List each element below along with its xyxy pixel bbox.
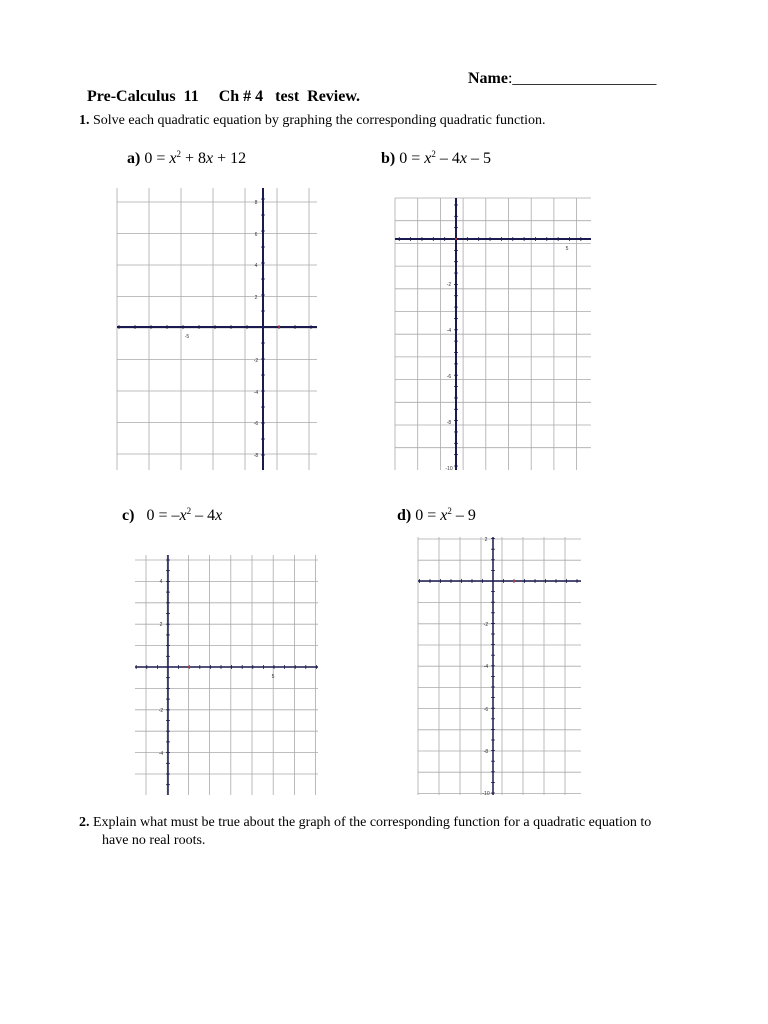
- chapter-label: Ch # 4: [218, 88, 264, 105]
- equation-c-var: x: [179, 507, 187, 524]
- y-axis-label: -4: [158, 751, 164, 757]
- equation-d-var: x: [440, 507, 448, 524]
- y-axis-label: 8: [254, 200, 258, 206]
- x-axis-label: 5: [565, 246, 569, 252]
- equation-b: [381, 149, 491, 168]
- equation-b-var2: x: [459, 150, 467, 167]
- y-axis-label: 2: [254, 295, 258, 301]
- equation-a: [127, 149, 246, 168]
- graph-b-coordinate-grid[interactable]: [395, 198, 591, 470]
- question-2-text-line-2: have no real roots.: [102, 833, 206, 848]
- y-axis-label: -4: [483, 664, 489, 670]
- equation-a-lhs: 0 =: [144, 150, 170, 167]
- graph-c-coordinate-grid[interactable]: [135, 555, 318, 795]
- y-axis-label: -6: [253, 421, 259, 427]
- y-axis-label: -4: [446, 328, 452, 334]
- equation-a-end: + 12: [213, 150, 247, 167]
- equation-b-var: x: [424, 150, 432, 167]
- question-2-number: 2.: [79, 815, 90, 830]
- equation-c-mid: – 4: [191, 507, 216, 524]
- equation-b-label: b): [381, 150, 396, 167]
- y-axis-label: -10: [482, 791, 490, 797]
- y-axis-label: 4: [254, 263, 258, 269]
- equation-a-var2: x: [206, 150, 214, 167]
- y-axis-label: 4: [159, 579, 163, 585]
- question-2: [79, 814, 719, 850]
- equation-d-mid: – 9: [451, 507, 476, 524]
- y-axis-label: -6: [483, 707, 489, 713]
- graph-d-coordinate-grid[interactable]: [418, 537, 581, 795]
- origin-mark: [278, 326, 280, 328]
- y-axis-label: -2: [253, 358, 259, 364]
- y-axis-label: -8: [446, 420, 452, 426]
- course-title: Pre-Calculus 11: [87, 88, 199, 105]
- equation-b-end: – 5: [466, 150, 491, 167]
- y-axis-label: -10: [445, 466, 453, 472]
- equation-a-label: a): [127, 150, 141, 167]
- y-axis-label: -6: [446, 374, 452, 380]
- review-title: test Review.: [275, 88, 361, 105]
- equation-c-lhs: 0 = –: [146, 507, 180, 524]
- y-axis-label: 2: [159, 622, 163, 628]
- y-axis-label: -4: [253, 390, 259, 396]
- equation-b-mid: – 4: [435, 150, 460, 167]
- name-blank-line: :__________________: [507, 70, 657, 87]
- equation-a-var: x: [169, 150, 177, 167]
- equation-c: [122, 506, 222, 525]
- y-axis-label: -2: [483, 622, 489, 628]
- x-axis-label: -5: [184, 334, 190, 340]
- y-axis-label: 2: [484, 537, 488, 543]
- equation-b-lhs: 0 =: [399, 150, 425, 167]
- equation-d-label: d): [397, 507, 412, 524]
- equation-c-exp: 2: [186, 506, 192, 516]
- question-1: [79, 112, 546, 130]
- question-2-text-line-1: Explain what must be true about the graph of the corresponding function for a quadratic equation to: [93, 815, 652, 830]
- origin-mark: [188, 666, 190, 668]
- equation-d-exp: 2: [447, 506, 452, 516]
- equation-c-var2: x: [215, 507, 223, 524]
- x-axis-label: 5: [271, 674, 275, 680]
- equation-a-mid: + 8: [180, 150, 206, 167]
- y-axis-label: -2: [158, 708, 164, 714]
- y-axis-label: 6: [254, 232, 258, 238]
- graph-a-coordinate-grid[interactable]: [117, 188, 317, 470]
- origin-mark: [455, 238, 457, 240]
- equation-c-label: c): [122, 507, 135, 524]
- name-field[interactable]: [468, 70, 656, 88]
- equation-b-exp: 2: [431, 149, 436, 159]
- name-label: Name: [468, 70, 508, 87]
- question-1-text: Solve each quadratic equation by graphing the corresponding quadratic function.: [93, 113, 546, 128]
- equation-d: [397, 506, 476, 525]
- equation-d-lhs: 0 =: [415, 507, 441, 524]
- y-axis-label: -8: [253, 453, 259, 459]
- y-axis-label: -8: [483, 749, 489, 755]
- origin-mark: [513, 580, 515, 582]
- question-1-number: 1.: [79, 113, 90, 128]
- equation-a-exp: 2: [176, 149, 181, 159]
- y-axis-label: -2: [446, 282, 452, 288]
